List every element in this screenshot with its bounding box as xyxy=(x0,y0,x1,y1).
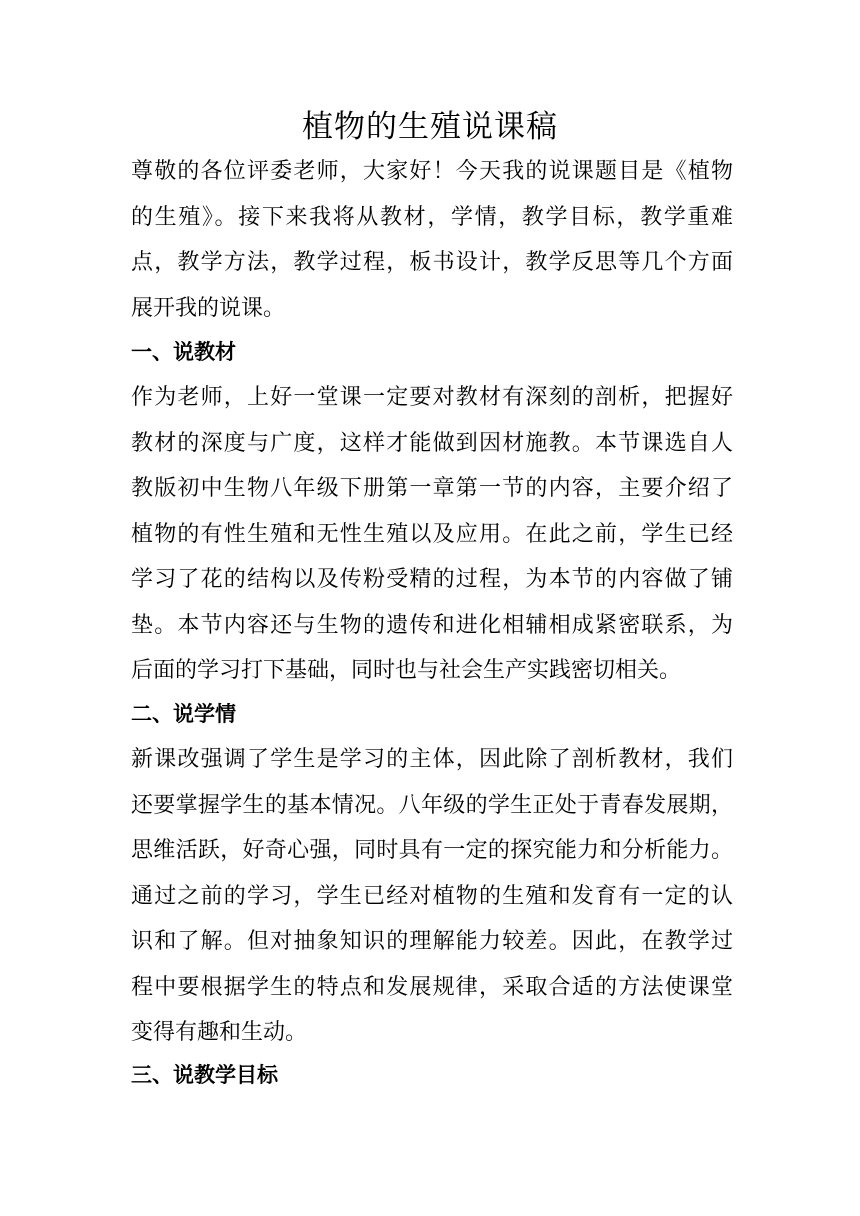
paragraph-line: 学习了花的结构以及传粉受精的过程，为本节的内容做了铺 xyxy=(131,567,733,592)
paragraph-line: 思维活跃，好奇心强，同时具有一定的探究能力和分析能力。 xyxy=(131,838,733,863)
section-paragraph xyxy=(131,737,733,1056)
paragraph-line: 程中要根据学生的特点和发展规律，采取合适的方法使课堂 xyxy=(131,974,733,1000)
paragraph-line: 的生殖》。接下来我将从教材，学情，教学目标，教学重难 xyxy=(131,204,733,230)
paragraph-line: 展开我的说课。 xyxy=(131,295,286,321)
section-paragraph xyxy=(131,375,733,694)
paragraph-line: 识和了解。但对抽象知识的理解能力较差。因此，在教学过 xyxy=(131,929,733,954)
paragraph-line: 新课改强调了学生是学习的主体，因此除了剖析教材，我们 xyxy=(131,747,733,772)
paragraph-line: 植物的有性生殖和无性生殖以及应用。在此之前，学生已经 xyxy=(131,521,733,547)
paragraph-line: 点，教学方法，教学过程，板书设计，教学反思等几个方面 xyxy=(131,250,733,275)
paragraph-line: 变得有趣和生动。 xyxy=(131,1020,308,1045)
paragraph-line: 还要掌握学生的基本情况。八年级的学生正处于青春发展期， xyxy=(131,792,733,818)
paragraph-line: 尊敬的各位评委老师，大家好！今天我的说课题目是《植物 xyxy=(131,159,733,184)
paragraph-line: 后面的学习打下基础，同时也与社会生产实践密切相关。 xyxy=(131,658,682,683)
section-heading: 二、说学情 xyxy=(131,702,236,726)
paragraph-line: 教材的深度与广度，这样才能做到因材施教。本节课选自人 xyxy=(131,430,733,456)
paragraph-line: 垫。本节内容还与生物的遗传和进化相辅相成紧密联系，为 xyxy=(131,612,733,638)
paragraph-line: 教版初中生物八年级下册第一章第一节的内容，主要介绍了 xyxy=(131,476,733,501)
section-heading: 一、说教材 xyxy=(131,340,236,364)
section-heading: 三、说教学目标 xyxy=(131,1063,278,1087)
paragraph-line: 通过之前的学习，学生已经对植物的生殖和发育有一定的认 xyxy=(131,883,733,909)
intro-paragraph xyxy=(131,149,733,331)
paragraph-line: 作为老师，上好一堂课一定要对教材有深刻的剖析，把握好 xyxy=(131,385,733,410)
document-title: 植物的生殖说课稿 xyxy=(302,109,558,145)
